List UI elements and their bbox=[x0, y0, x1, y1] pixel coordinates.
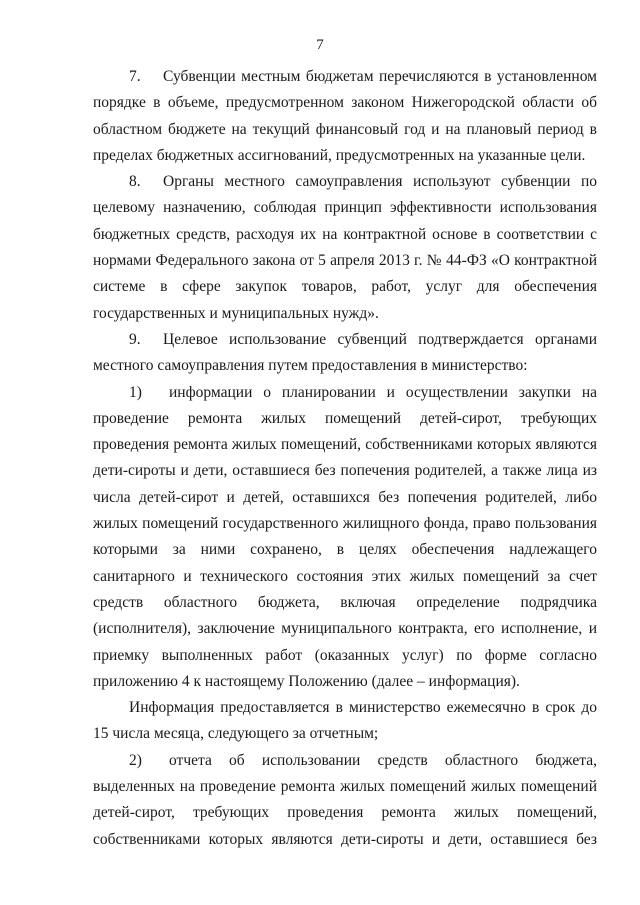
paragraph-text: Субвенции местным бюджетам перечисляются в установленном порядке в объеме, предусмотренном законом Нижегородской области об областном бюджете на текущий финансовый год и на плановый период в пределах бюджетных ассигнований, предусмотренных на указанные цели. bbox=[93, 68, 597, 164]
paragraph-text: Целевое использование субвенций подтверждается органами местного самоуправления путем предоставления в министерство: bbox=[93, 330, 597, 375]
document-body bbox=[93, 64, 597, 853]
paragraph-text: Информация предоставляется в министерство ежемесячно в срок до 15 числа месяца, следующего за отчетным; bbox=[93, 699, 597, 743]
info-deadline-paragraph bbox=[93, 695, 597, 748]
subitem-2 bbox=[93, 748, 597, 853]
subitem-1 bbox=[93, 380, 597, 696]
paragraph-7 bbox=[93, 64, 597, 169]
subitem-marker: 2) bbox=[129, 751, 142, 769]
page-number: 7 bbox=[316, 37, 324, 53]
paragraph-marker: 7. bbox=[129, 68, 141, 85]
paragraph-marker: 9. bbox=[129, 330, 141, 348]
paragraph-9 bbox=[93, 327, 597, 380]
subitem-text: отчета об использовании средств областного бюджета, выделенных на проведение ремонта жилых помещений жилых помещений детей-сирот, требующих проведения ремонта жилых помещений, собственниками которых являются дети-сироты и дети, оставшиеся без bbox=[93, 751, 597, 848]
subitem-text: информации о планировании и осуществлении закупки на проведение ремонта жилых помещений детей-сирот, требующих проведения ремонта жилых помещений, собственниками которых являются дети-сироты и дети, оставшиеся без попечения родителей, а также лица из числа детей-сирот и детей, оставшихся без попечения родителей, либо жилых помещений государственного жилищного фонда, право пользования которыми за ними сохранено, в целях обеспечения надлежащего санитарного и технического состояния этих жилых помещений за счет средств областного бюджета, включая определение подрядчика (исполнителя), заключение муниципального контракта, его исполнение, и приемку выполненных работ (оказанных услуг) по форме согласно приложению 4 к настоящему Положению (далее – информация). bbox=[93, 383, 597, 690]
paragraph-marker: 8. bbox=[129, 173, 141, 191]
paragraph-text: Органы местного самоуправления используют субвенции по целевому назначению, соблюдая принцип эффективности использования бюджетных средств, расходуя их на контрактной основе в соответствии с нормами Федерального закона от 5 апреля 2013 г. № 44-ФЗ «О контрактной системе в сфере закупок товаров, работ, услуг для обеспечения государственных и муниципальных нужд». bbox=[93, 173, 597, 322]
subitem-marker: 1) bbox=[129, 383, 142, 401]
paragraph-8 bbox=[93, 169, 597, 327]
